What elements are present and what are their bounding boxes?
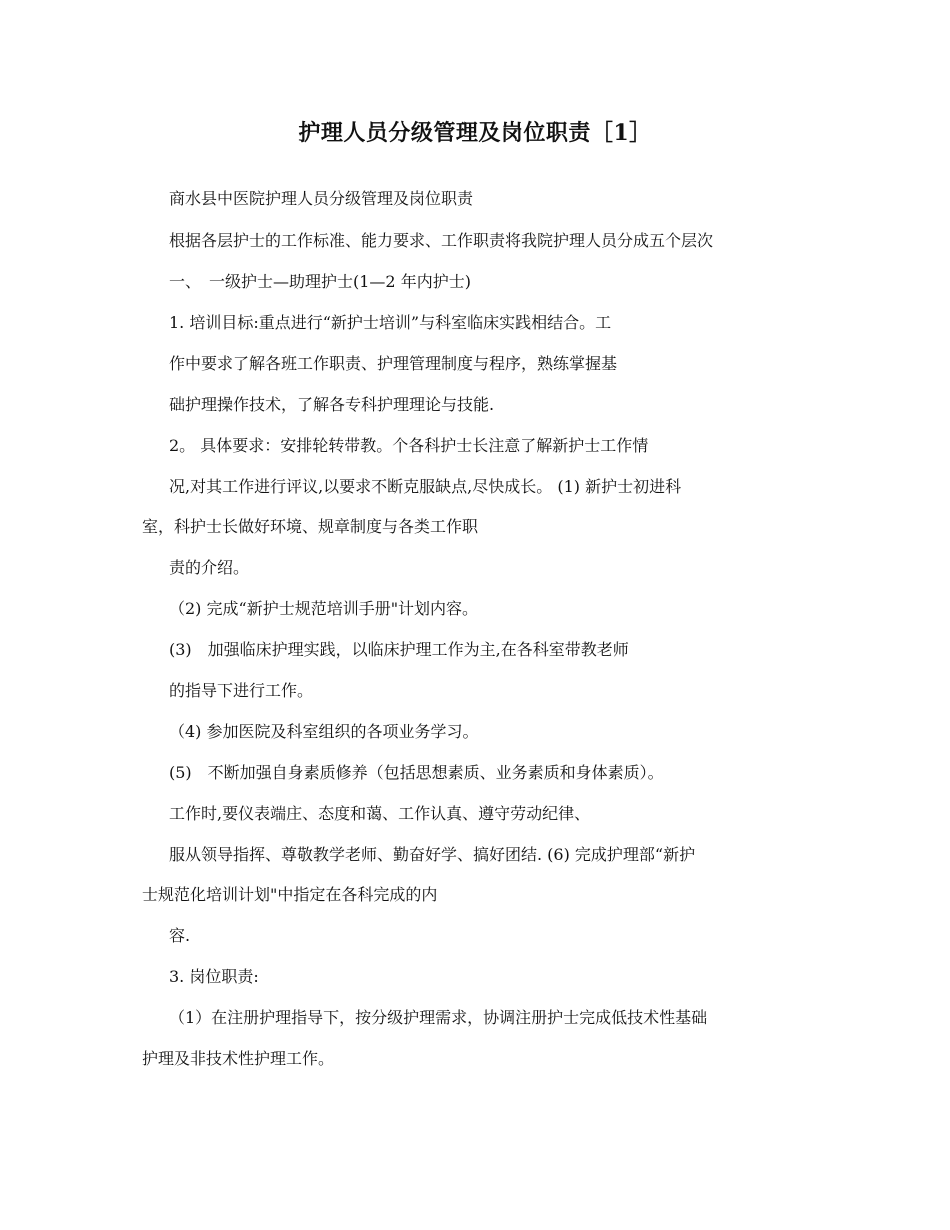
paragraph-line: 一、 一级护士—助理护士(1—2 年内护士) [169, 272, 471, 291]
paragraph-line: （1）在注册护理指导下，按分级护理需求，协调注册护士完成低技术性基础 [169, 1008, 708, 1027]
paragraph-line: 容. [169, 926, 191, 945]
paragraph-line: （4) 参加医院及科室组织的各项业务学习。 [169, 722, 479, 741]
paragraph-line: 护理及非技术性护理工作。 [142, 1049, 335, 1068]
paragraph-line: 室，科护士长做好环境、规章制度与各类工作职 [142, 517, 479, 536]
paragraph-line: 责的介绍。 [169, 558, 250, 577]
paragraph-line: 1. 培训目标:重点进行“新护士培训”与科室临床实践相结合。工 [169, 313, 612, 332]
paragraph-line: 况,对其工作进行评议,以要求不断克服缺点,尽快成长。 (1) 新护士初进科 [169, 477, 682, 496]
paragraph-line: 3. 岗位职责: [169, 967, 259, 986]
paragraph-line: (3) 加强临床护理实践，以临床护理工作为主,在各科室带教老师 [169, 640, 629, 659]
paragraph-line: 根据各层护士的工作标准、能力要求、工作职责将我院护理人员分成五个层次 [169, 231, 714, 250]
paragraph-line: 的指导下进行工作。 [169, 681, 314, 700]
paragraph-line: （2) 完成“新护士规范培训手册"计划内容。 [169, 599, 479, 618]
paragraph-line: 服从领导指挥、尊敬教学老师、勤奋好学、搞好团结. (6) 完成护理部“新护 [169, 845, 696, 864]
document-title: 护理人员分级管理及岗位职责［1］ [298, 120, 652, 146]
paragraph-line: 2。 具体要求：安排轮转带教。个各科护士长注意了解新护士工作情 [169, 436, 649, 455]
paragraph-line: 商水县中医院护理人员分级管理及岗位职责 [169, 189, 474, 208]
paragraph-line: 作中要求了解各班工作职责、护理管理制度与程序，熟练掌握基 [169, 354, 618, 373]
paragraph-line: 工作时,要仪表端庄、态度和蔼、工作认真、遵守劳动纪律、 [169, 804, 591, 823]
paragraph-line: 士规范化培训计划"中指定在各科完成的内 [142, 885, 438, 904]
paragraph-line: (5) 不断加强自身素质修养（包括思想素质、业务素质和身体素质）。 [169, 763, 664, 782]
paragraph-line: 础护理操作技术，了解各专科护理理论与技能. [169, 395, 495, 414]
